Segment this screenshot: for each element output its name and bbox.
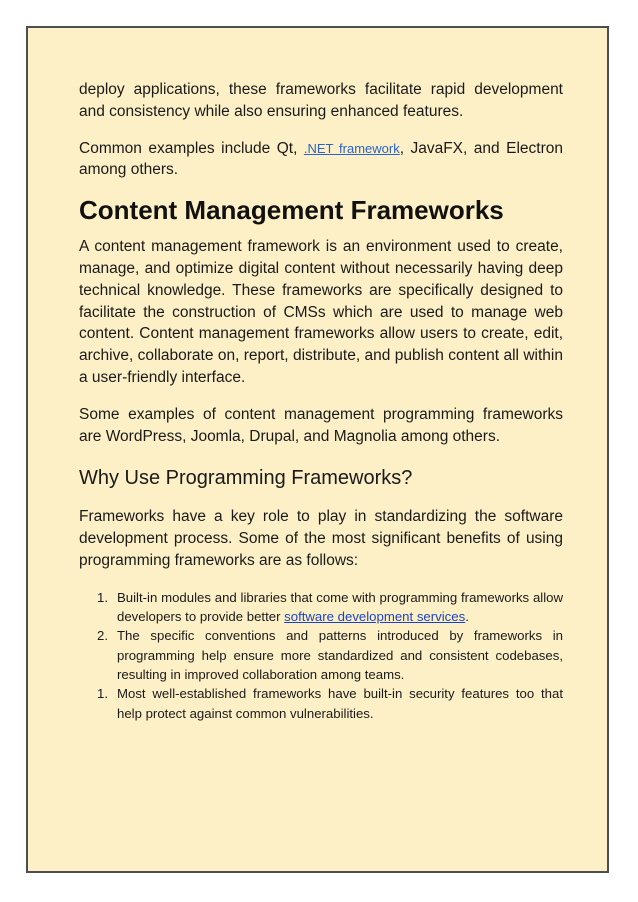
software-development-services-link[interactable]: software development services <box>284 609 466 625</box>
list-item-number: 1. <box>97 589 108 605</box>
list-item <box>79 588 563 627</box>
cms-examples: Some examples of content management programming frameworks are WordPress, Joomla, Drupal, and Magnolia among others. <box>79 405 563 445</box>
list-item-text-end: . <box>465 609 469 625</box>
examples-prefix: Common examples include Qt, <box>79 139 304 157</box>
examples-suffix: , JavaFX, and Electron among others. <box>79 139 563 179</box>
document-page <box>26 26 609 873</box>
list-item-text: Most well-established frameworks have built-in security features too that help protect against common vulnerabilities. <box>117 686 563 721</box>
framework-examples <box>79 138 563 182</box>
net-framework-link[interactable]: .NET framework <box>303 140 400 156</box>
list-item <box>79 684 563 723</box>
why-paragraph: Frameworks have a key role to play in standardizing the software development process. Some of the most significant benefits of using programming frameworks are as follows: <box>79 508 563 569</box>
list-item-number: 1. <box>97 686 108 702</box>
benefits-list <box>79 588 563 723</box>
why-heading: Why Use Programming Frameworks? <box>79 467 413 490</box>
page-content <box>79 79 563 723</box>
list-item <box>79 626 563 684</box>
list-item-text: The specific conventions and patterns introduced by frameworks in programming help ensure more standardized and consistent codebases, resulting in improved collaboration among teams. <box>117 628 563 682</box>
list-item-text: Built-in modules and libraries that come with programming frameworks allow developers to provide better <box>117 589 563 625</box>
cms-paragraph: A content management framework is an environment used to create, manage, and optimize digital content without necessarily having deep technical knowledge. These frameworks are specifically designed to facilitate the construction of CMSs which are used to manage web content. Content management frameworks allow users to create, edit, archive, collaborate on, report, distribute, and publish content all within a user-friendly interface. <box>79 238 563 386</box>
list-item-number: 2. <box>97 628 108 644</box>
intro-continuation: deploy applications, these frameworks facilitate rapid development and consistency while also ensuring enhanced features. <box>79 81 563 120</box>
cms-heading: Content Management Frameworks <box>79 195 504 226</box>
